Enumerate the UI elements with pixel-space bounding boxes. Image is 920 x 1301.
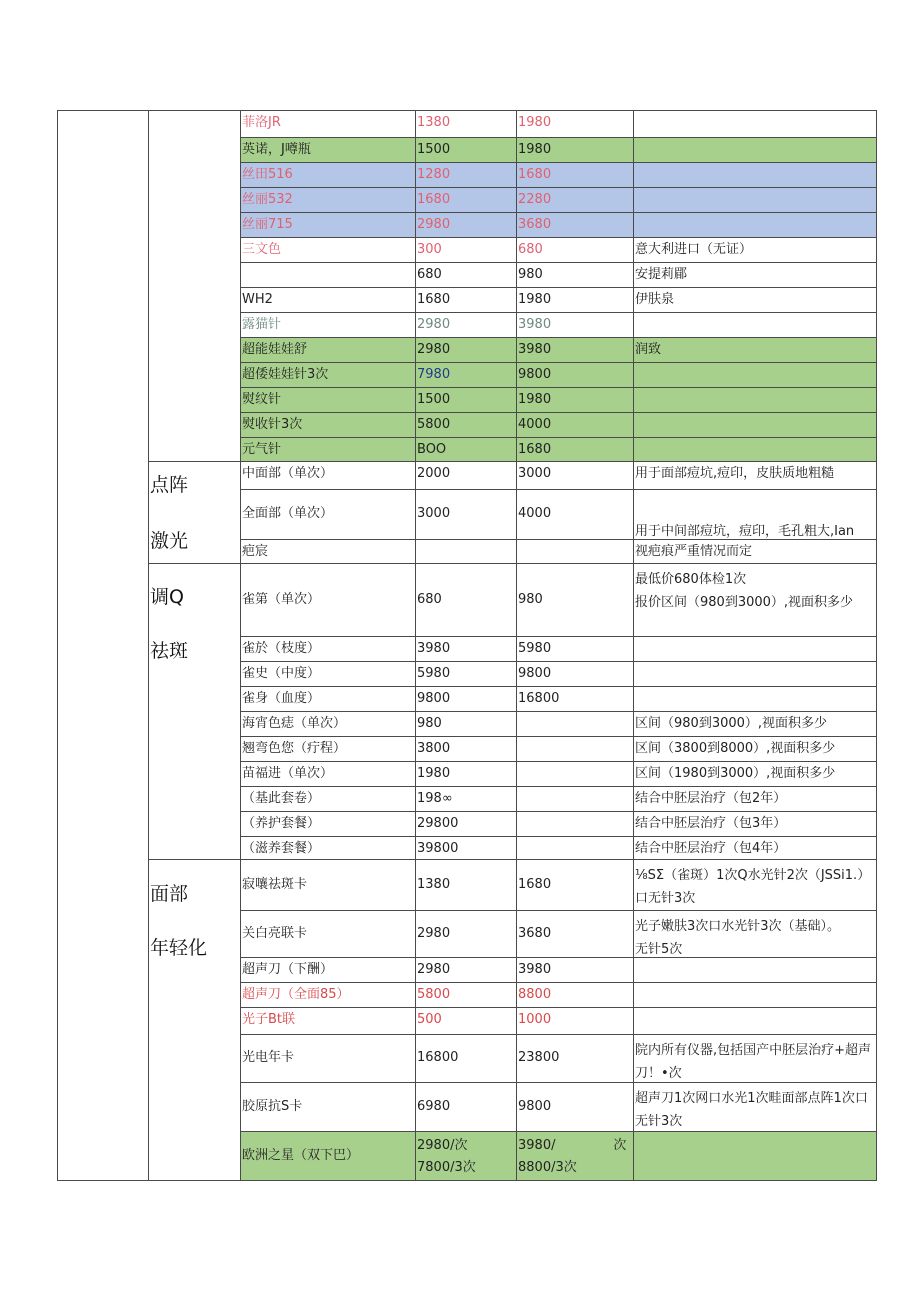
price-single: 2980	[417, 962, 451, 977]
price-single: 1680	[417, 192, 451, 207]
item-note: 光子嫩肤3次口水光针3次（基础）。 无针5次	[635, 919, 841, 957]
row-border	[240, 461, 877, 462]
item-note: 意大利进口（无证）	[635, 242, 753, 257]
price-single: 16800	[417, 1050, 459, 1065]
item-name: 英诺，J噂瓶	[242, 142, 311, 157]
row-border	[240, 661, 877, 662]
row-highlight	[240, 387, 876, 412]
row-border	[240, 237, 877, 238]
row-border	[240, 137, 877, 138]
item-name: 超倭娃娃针3次	[242, 367, 329, 382]
price-course: 3980/ 次 8800/3次	[518, 1138, 627, 1175]
row-border	[240, 187, 877, 188]
price-course: 3000	[518, 466, 552, 481]
item-note: 用于中间部痘坑，痘印，毛孔粗大,Ian	[635, 524, 855, 539]
price-course: 3980	[518, 342, 552, 357]
item-name: （养护套餐）	[242, 816, 321, 831]
price-single: 198∞	[417, 791, 453, 806]
item-name: 海宵色痣（单次）	[242, 716, 347, 731]
row-highlight	[240, 412, 876, 437]
price-single: 2980/次 7800/3次	[417, 1138, 476, 1175]
price-single: 7980	[417, 367, 451, 382]
row-border	[240, 412, 877, 413]
item-name: 雀史（中度）	[242, 666, 321, 681]
item-note: 区间（980到3000）,视面积多少	[635, 716, 828, 731]
price-course: 1980	[518, 292, 552, 307]
price-course: 9800	[518, 666, 552, 681]
price-course: 1000	[518, 1012, 552, 1027]
row-highlight	[240, 362, 876, 387]
row-highlight	[240, 162, 876, 187]
item-name: 光电年卡	[242, 1050, 295, 1065]
row-highlight	[240, 137, 876, 162]
category-q-switch-line2: 祛斑	[150, 640, 189, 662]
row-border	[240, 563, 877, 564]
price-single: 5980	[417, 666, 451, 681]
item-note: 最低价680体检1次 报价区间（980到3000）,视面积多少	[635, 572, 854, 610]
item-name: 菲洛JR	[242, 115, 281, 130]
price-single: 2000	[417, 466, 451, 481]
price-course: 3680	[518, 926, 552, 941]
price-single: 1380	[417, 115, 451, 130]
column-border	[240, 110, 241, 1181]
row-border	[240, 489, 877, 490]
row-highlight	[240, 437, 876, 461]
price-course: 680	[518, 242, 543, 257]
price-course: 8800	[518, 987, 552, 1002]
row-border	[240, 162, 877, 163]
category-face-rejuvenation-line2: 年轻化	[150, 937, 208, 959]
item-note: 院内所有仪器,包括国产中胚层治疗+超声刀！•次	[635, 1043, 872, 1081]
row-border	[57, 1180, 877, 1181]
item-name: 丝丽715	[242, 217, 293, 232]
row-border	[240, 1034, 877, 1035]
item-note: 结合中胚层治疗（包3年）	[635, 816, 787, 831]
row-border	[240, 1007, 877, 1008]
item-name: 熨纹针	[242, 392, 282, 407]
price-course: 16800	[518, 691, 560, 706]
row-border	[240, 910, 877, 911]
price-single: 5800	[417, 417, 451, 432]
price-course: 2280	[518, 192, 552, 207]
price-course: 1980	[518, 392, 552, 407]
category-face-rejuvenation-line1: 面部	[150, 883, 189, 905]
row-border	[240, 859, 877, 860]
row-border	[148, 859, 240, 860]
column-border	[57, 110, 58, 1181]
item-name: 元气针	[242, 442, 282, 457]
item-name: 超能娃娃舒	[242, 342, 308, 357]
price-single: 6980	[417, 1099, 451, 1114]
price-single: 1680	[417, 292, 451, 307]
price-single: 300	[417, 242, 442, 257]
row-highlight	[240, 187, 876, 212]
item-name: 苗福进（单次）	[242, 766, 334, 781]
price-course: 9800	[518, 1099, 552, 1114]
item-name: （滋养套餐）	[242, 841, 321, 856]
row-border	[240, 711, 877, 712]
row-border	[240, 212, 877, 213]
row-border	[240, 686, 877, 687]
price-single: 2980	[417, 342, 451, 357]
price-single: 2980	[417, 217, 451, 232]
price-course: 4000	[518, 506, 552, 521]
row-border	[240, 761, 877, 762]
row-border	[148, 461, 240, 462]
price-single: 500	[417, 1012, 442, 1027]
item-name: 关白亮联卡	[242, 926, 308, 941]
item-note: 区间（3800到8000）,视面积多少	[635, 741, 836, 756]
item-note: 润致	[635, 342, 662, 357]
row-border	[148, 563, 240, 564]
item-name: 疤宸	[242, 544, 269, 559]
price-course: 1680	[518, 167, 552, 182]
price-single: 1280	[417, 167, 451, 182]
item-note: ⅛SΣ（雀斑）1次Q水光针2次（JSSi1.）口无针3次	[635, 868, 871, 906]
row-border	[240, 287, 877, 288]
price-course: 1680	[518, 442, 552, 457]
price-single: 1380	[417, 877, 451, 892]
item-name: 翘弯色您（疔程）	[242, 741, 347, 756]
column-border	[415, 110, 416, 1181]
item-name: （基此套卷）	[242, 791, 321, 806]
price-single: 2980	[417, 317, 451, 332]
price-single: 1500	[417, 392, 451, 407]
item-name: 熨收针3次	[242, 417, 303, 432]
row-border	[240, 362, 877, 363]
price-course: 1680	[518, 877, 552, 892]
category-dot-laser-line2: 激光	[150, 530, 189, 552]
row-border	[240, 811, 877, 812]
item-name: 丝丽532	[242, 192, 293, 207]
column-border	[516, 110, 517, 1181]
item-name: 全面部（单次）	[242, 506, 334, 521]
column-border	[633, 110, 634, 1181]
price-course: 3980	[518, 962, 552, 977]
item-name: 露猫针	[242, 317, 282, 332]
price-single: 1500	[417, 142, 451, 157]
item-name: 雀第（单次）	[242, 592, 321, 607]
price-single: 980	[417, 716, 442, 731]
price-course: 3680	[518, 217, 552, 232]
price-course: 980	[518, 267, 543, 282]
row-border	[240, 982, 877, 983]
price-single: 3800	[417, 741, 451, 756]
row-border	[240, 786, 877, 787]
price-single: BOO	[417, 442, 447, 457]
column-border	[148, 110, 149, 1181]
price-course: 5980	[518, 641, 552, 656]
item-name: 超声刀（下酬）	[242, 962, 334, 977]
category-q-switch-line1: 调Q	[150, 586, 184, 608]
item-name: 光子Bt联	[242, 1012, 296, 1027]
price-course: 1980	[518, 142, 552, 157]
item-note: 区间（1980到3000）,视面积多少	[635, 766, 836, 781]
price-single: 5800	[417, 987, 451, 1002]
item-name: 雀於（枝度）	[242, 641, 321, 656]
item-name: 欧洲之星（双下巴）	[242, 1148, 360, 1163]
item-name: 丝田516	[242, 167, 293, 182]
price-single: 3980	[417, 641, 451, 656]
item-note: 视疤痕严重情况而定	[635, 544, 753, 559]
row-border	[240, 736, 877, 737]
price-single: 680	[417, 267, 442, 282]
item-note: 结合中胚层治疗（包2年）	[635, 791, 787, 806]
price-single: 9800	[417, 691, 451, 706]
price-single: 3000	[417, 506, 451, 521]
price-course: 980	[518, 592, 543, 607]
category-dot-laser-line1: 点阵	[150, 474, 189, 496]
item-note: 用于面部痘坑,痘印，皮肤质地粗糙	[635, 466, 835, 481]
price-single: 29800	[417, 816, 459, 831]
price-course: 23800	[518, 1050, 560, 1065]
item-name: 胶原抗S卡	[242, 1099, 303, 1114]
price-single: 1980	[417, 766, 451, 781]
item-note: 超声刀1次网口水光1次畦面部点阵1次口无针3次	[635, 1091, 868, 1129]
price-single: 39800	[417, 841, 459, 856]
row-border	[240, 262, 877, 263]
item-name: 超声刀（全面85）	[242, 987, 350, 1002]
price-course: 3980	[518, 317, 552, 332]
row-border	[240, 636, 877, 637]
price-single: 2980	[417, 926, 451, 941]
item-name: 雀身（血度）	[242, 691, 321, 706]
price-single: 680	[417, 592, 442, 607]
item-note: 伊肤泉	[635, 292, 675, 307]
row-border	[57, 110, 877, 111]
item-name: 三文色	[242, 242, 282, 257]
row-border	[240, 337, 877, 338]
item-name: WH2	[242, 292, 273, 307]
item-note: 结合中胚层治疗（包4年）	[635, 841, 787, 856]
row-border	[240, 437, 877, 438]
price-course: 4000	[518, 417, 552, 432]
row-border	[240, 836, 877, 837]
price-course: 9800	[518, 367, 552, 382]
row-border	[240, 387, 877, 388]
item-name: 寂嚷祛斑卡	[242, 877, 308, 892]
column-border	[876, 110, 877, 1181]
item-name: 中面部（单次）	[242, 466, 334, 481]
item-note: 安提莉郿	[635, 267, 688, 282]
price-course: 1980	[518, 115, 552, 130]
row-highlight	[240, 212, 876, 237]
row-border	[240, 312, 877, 313]
